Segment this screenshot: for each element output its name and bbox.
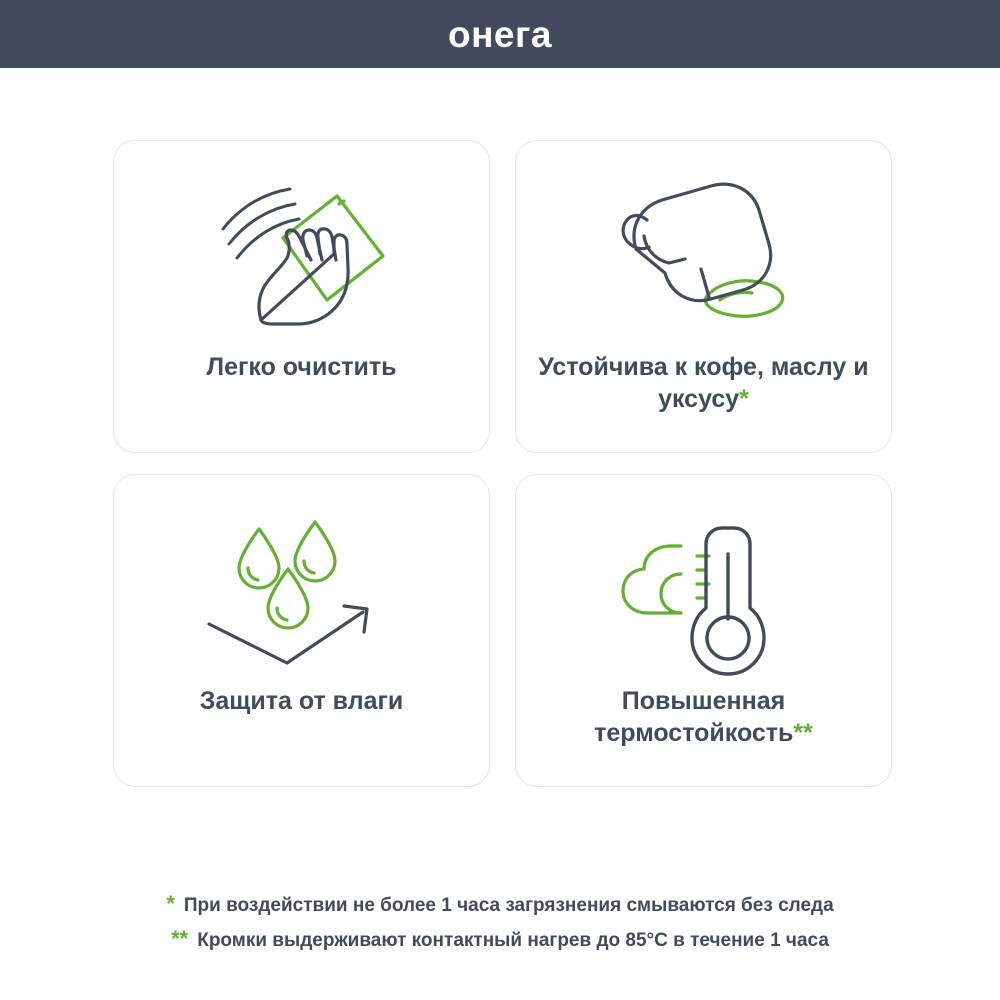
water-droplets-repel-icon (187, 501, 417, 691)
feature-card-label: Защита от влаги (199, 687, 404, 715)
spilled-cup-icon (589, 167, 819, 357)
footnote-mark: ** (171, 926, 189, 951)
brand-title: онега (447, 13, 552, 55)
feature-card-label: Легко очистить (206, 353, 397, 381)
thermometer-heat-icon (589, 501, 819, 691)
feature-card-easy-clean (113, 140, 490, 453)
feature-cards-grid (113, 140, 893, 787)
page-header (0, 0, 1000, 68)
feature-card-moisture-protection (113, 474, 490, 787)
footnote-text: При воздействии не более 1 часа загрязнения смываются без следа (183, 895, 834, 916)
feature-card-label: Устойчива к кофе, маслу и уксусу* (538, 353, 869, 413)
footnote-item (0, 893, 1000, 915)
footnote-item (0, 928, 1000, 950)
footnote-text: Кромки выдерживают контактный нагрев до 85°С в течение 1 часа (197, 930, 829, 951)
footnotes (0, 893, 1000, 963)
feature-card-label: Повышенная термостойкость** (594, 687, 813, 747)
feature-card-stain-resistant (515, 140, 892, 453)
wipe-cloth-hand-icon (187, 167, 417, 357)
footnote-mark: * (166, 891, 175, 916)
feature-card-heat-resistant (515, 474, 892, 787)
